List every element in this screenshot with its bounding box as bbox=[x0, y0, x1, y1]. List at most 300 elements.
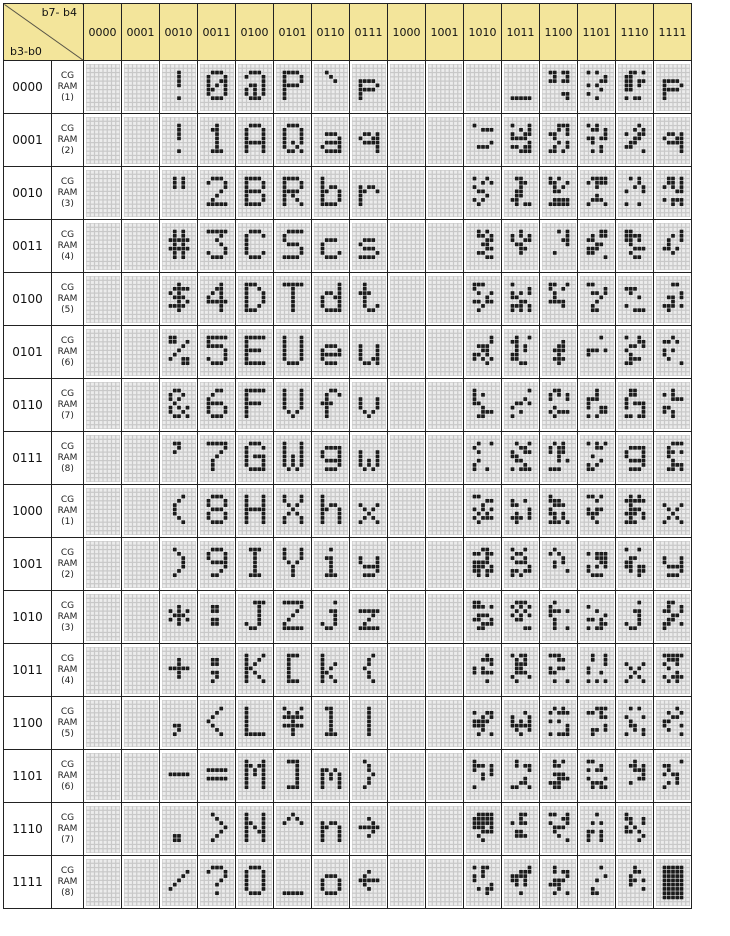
dot-matrix-glyph bbox=[542, 753, 576, 800]
dot-matrix-glyph bbox=[124, 594, 158, 641]
char-cell bbox=[160, 114, 198, 167]
dot-matrix-glyph bbox=[656, 594, 690, 641]
column-header: 1010 bbox=[464, 4, 502, 61]
dot-matrix-glyph bbox=[466, 541, 500, 588]
dot-matrix-glyph bbox=[656, 64, 690, 111]
char-cell bbox=[464, 644, 502, 697]
cgram-label-line: CG bbox=[52, 707, 83, 718]
dot-matrix-glyph bbox=[124, 806, 158, 853]
char-cell bbox=[464, 803, 502, 856]
char-cell bbox=[198, 432, 236, 485]
table-row bbox=[4, 432, 692, 485]
char-cell bbox=[350, 273, 388, 326]
dot-matrix-glyph bbox=[504, 117, 538, 164]
char-cell bbox=[578, 220, 616, 273]
dot-matrix-glyph bbox=[466, 806, 500, 853]
dot-matrix-glyph bbox=[542, 276, 576, 323]
char-cell bbox=[236, 114, 274, 167]
dot-matrix-glyph bbox=[428, 806, 462, 853]
char-cell bbox=[502, 432, 540, 485]
char-cell bbox=[502, 856, 540, 909]
dot-matrix-glyph bbox=[390, 117, 424, 164]
dot-matrix-glyph bbox=[580, 541, 614, 588]
char-cell bbox=[160, 803, 198, 856]
dot-matrix-glyph bbox=[162, 435, 196, 482]
dot-matrix-glyph bbox=[162, 223, 196, 270]
char-cell bbox=[654, 114, 692, 167]
char-cell bbox=[388, 697, 426, 750]
dot-matrix-glyph bbox=[238, 64, 272, 111]
cgram-label-line: RAM bbox=[52, 824, 83, 835]
dot-matrix-glyph bbox=[542, 435, 576, 482]
dot-matrix-glyph bbox=[656, 382, 690, 429]
row-code: 1010 bbox=[4, 591, 52, 644]
table-row bbox=[4, 856, 692, 909]
dot-matrix-glyph bbox=[390, 329, 424, 376]
char-cell bbox=[464, 114, 502, 167]
char-cell bbox=[84, 644, 122, 697]
dot-matrix-glyph bbox=[200, 806, 234, 853]
char-cell bbox=[388, 220, 426, 273]
dot-matrix-glyph bbox=[86, 859, 120, 906]
dot-matrix-glyph bbox=[124, 276, 158, 323]
dot-matrix-glyph bbox=[314, 170, 348, 217]
dot-matrix-glyph bbox=[314, 329, 348, 376]
dot-matrix-glyph bbox=[314, 64, 348, 111]
dot-matrix-glyph bbox=[466, 276, 500, 323]
dot-matrix-glyph bbox=[200, 488, 234, 535]
row-code: 0100 bbox=[4, 273, 52, 326]
cgram-label-line: CG bbox=[52, 442, 83, 453]
char-cell bbox=[198, 326, 236, 379]
dot-matrix-glyph bbox=[86, 806, 120, 853]
cgram-label-line: RAM bbox=[52, 400, 83, 411]
dot-matrix-glyph bbox=[390, 647, 424, 694]
row-code: 1101 bbox=[4, 750, 52, 803]
cgram-label-line: RAM bbox=[52, 241, 83, 252]
dot-matrix-glyph bbox=[466, 488, 500, 535]
char-cell bbox=[274, 61, 312, 114]
char-cell bbox=[236, 697, 274, 750]
dot-matrix-glyph bbox=[656, 329, 690, 376]
column-header: 1011 bbox=[502, 4, 540, 61]
dot-matrix-glyph bbox=[124, 64, 158, 111]
char-cell bbox=[274, 591, 312, 644]
char-cell bbox=[388, 114, 426, 167]
char-cell bbox=[540, 750, 578, 803]
char-cell bbox=[654, 644, 692, 697]
char-cell bbox=[502, 750, 540, 803]
dot-matrix-glyph bbox=[618, 276, 652, 323]
dot-matrix-glyph bbox=[86, 435, 120, 482]
char-cell bbox=[198, 591, 236, 644]
char-cell bbox=[388, 644, 426, 697]
dot-matrix-glyph bbox=[314, 117, 348, 164]
dot-matrix-glyph bbox=[238, 594, 272, 641]
row-code: 0011 bbox=[4, 220, 52, 273]
dot-matrix-glyph bbox=[428, 223, 462, 270]
dot-matrix-glyph bbox=[618, 594, 652, 641]
cgram-label bbox=[52, 591, 84, 644]
dot-matrix-glyph bbox=[580, 753, 614, 800]
table-row bbox=[4, 485, 692, 538]
dot-matrix-glyph bbox=[276, 700, 310, 747]
char-cell bbox=[388, 538, 426, 591]
dot-matrix-glyph bbox=[542, 223, 576, 270]
char-cell bbox=[464, 379, 502, 432]
char-cell bbox=[312, 379, 350, 432]
cgram-label-line: CG bbox=[52, 601, 83, 612]
char-cell bbox=[122, 591, 160, 644]
cgram-label-line: (8) bbox=[52, 888, 83, 899]
dot-matrix-glyph bbox=[618, 700, 652, 747]
char-cell bbox=[198, 644, 236, 697]
dot-matrix-glyph bbox=[466, 223, 500, 270]
char-cell bbox=[274, 485, 312, 538]
dot-matrix-glyph bbox=[238, 806, 272, 853]
dot-matrix-glyph bbox=[428, 382, 462, 429]
char-cell bbox=[236, 379, 274, 432]
cgram-label bbox=[52, 114, 84, 167]
dot-matrix-glyph bbox=[200, 647, 234, 694]
dot-matrix-glyph bbox=[352, 700, 386, 747]
char-cell bbox=[654, 326, 692, 379]
cgram-label-line: (3) bbox=[52, 623, 83, 634]
dot-matrix-glyph bbox=[428, 117, 462, 164]
row-code: 0010 bbox=[4, 167, 52, 220]
dot-matrix-glyph bbox=[86, 594, 120, 641]
dot-matrix-glyph bbox=[200, 170, 234, 217]
dot-matrix-glyph bbox=[276, 170, 310, 217]
char-cell bbox=[578, 167, 616, 220]
dot-matrix-glyph bbox=[86, 64, 120, 111]
dot-matrix-glyph bbox=[200, 223, 234, 270]
dot-matrix-glyph bbox=[352, 223, 386, 270]
dot-matrix-glyph bbox=[276, 541, 310, 588]
dot-matrix-glyph bbox=[86, 329, 120, 376]
dot-matrix-glyph bbox=[580, 64, 614, 111]
column-header: 1000 bbox=[388, 4, 426, 61]
dot-matrix-glyph bbox=[656, 170, 690, 217]
char-cell bbox=[654, 750, 692, 803]
table-row bbox=[4, 273, 692, 326]
dot-matrix-glyph bbox=[618, 223, 652, 270]
dot-matrix-glyph bbox=[656, 223, 690, 270]
dot-matrix-glyph bbox=[314, 806, 348, 853]
char-cell bbox=[578, 326, 616, 379]
cgram-label bbox=[52, 485, 84, 538]
dot-matrix-glyph bbox=[124, 859, 158, 906]
char-cell bbox=[84, 485, 122, 538]
table-row bbox=[4, 750, 692, 803]
dot-matrix-glyph bbox=[580, 806, 614, 853]
char-cell bbox=[312, 856, 350, 909]
row-code: 1100 bbox=[4, 697, 52, 750]
dot-matrix-glyph bbox=[504, 806, 538, 853]
char-cell bbox=[350, 644, 388, 697]
char-cell bbox=[426, 273, 464, 326]
char-cell bbox=[426, 167, 464, 220]
cgram-label-line: CG bbox=[52, 760, 83, 771]
char-cell bbox=[274, 167, 312, 220]
dot-matrix-glyph bbox=[618, 329, 652, 376]
char-cell bbox=[122, 220, 160, 273]
dot-matrix-glyph bbox=[352, 170, 386, 217]
dot-matrix-glyph bbox=[504, 170, 538, 217]
char-cell bbox=[388, 326, 426, 379]
char-cell bbox=[502, 538, 540, 591]
char-cell bbox=[198, 114, 236, 167]
dot-matrix-glyph bbox=[124, 541, 158, 588]
dot-matrix-glyph bbox=[466, 382, 500, 429]
dot-matrix-glyph bbox=[618, 435, 652, 482]
row-code: 0000 bbox=[4, 61, 52, 114]
dot-matrix-glyph bbox=[276, 753, 310, 800]
dot-matrix-glyph bbox=[390, 488, 424, 535]
dot-matrix-glyph bbox=[86, 276, 120, 323]
char-cell bbox=[160, 220, 198, 273]
dot-matrix-glyph bbox=[580, 435, 614, 482]
cgram-label-line: CG bbox=[52, 177, 83, 188]
dot-matrix-glyph bbox=[390, 806, 424, 853]
dot-matrix-glyph bbox=[200, 700, 234, 747]
dot-matrix-glyph bbox=[238, 117, 272, 164]
char-cell bbox=[198, 538, 236, 591]
char-cell bbox=[198, 803, 236, 856]
dot-matrix-glyph bbox=[276, 329, 310, 376]
char-cell bbox=[540, 856, 578, 909]
char-cell bbox=[502, 114, 540, 167]
dot-matrix-glyph bbox=[162, 170, 196, 217]
dot-matrix-glyph bbox=[428, 647, 462, 694]
cgram-label-line: RAM bbox=[52, 771, 83, 782]
dot-matrix-glyph bbox=[276, 859, 310, 906]
dot-matrix-glyph bbox=[504, 859, 538, 906]
char-cell bbox=[426, 697, 464, 750]
char-cell bbox=[578, 432, 616, 485]
char-cell bbox=[388, 856, 426, 909]
cgram-label-line: (5) bbox=[52, 729, 83, 740]
dot-matrix-glyph bbox=[162, 859, 196, 906]
row-code: 1110 bbox=[4, 803, 52, 856]
char-cell bbox=[464, 432, 502, 485]
char-cell bbox=[464, 220, 502, 273]
dot-matrix-glyph bbox=[580, 859, 614, 906]
dot-matrix-glyph bbox=[352, 806, 386, 853]
dot-matrix-glyph bbox=[352, 541, 386, 588]
dot-matrix-glyph bbox=[580, 170, 614, 217]
char-cell bbox=[616, 591, 654, 644]
dot-matrix-glyph bbox=[238, 276, 272, 323]
char-cell bbox=[388, 61, 426, 114]
char-cell bbox=[426, 803, 464, 856]
char-cell bbox=[84, 538, 122, 591]
dot-matrix-glyph bbox=[238, 435, 272, 482]
dot-matrix-glyph bbox=[466, 753, 500, 800]
dot-matrix-glyph bbox=[542, 806, 576, 853]
char-cell bbox=[312, 326, 350, 379]
char-cell bbox=[578, 644, 616, 697]
dot-matrix-glyph bbox=[580, 276, 614, 323]
cgram-label bbox=[52, 273, 84, 326]
table-row bbox=[4, 803, 692, 856]
dot-matrix-glyph bbox=[86, 170, 120, 217]
char-cell bbox=[350, 697, 388, 750]
char-cell bbox=[122, 273, 160, 326]
char-cell bbox=[122, 61, 160, 114]
dot-matrix-glyph bbox=[124, 170, 158, 217]
cgram-label-line: CG bbox=[52, 124, 83, 135]
dot-matrix-glyph bbox=[390, 700, 424, 747]
char-cell bbox=[464, 697, 502, 750]
char-cell bbox=[160, 856, 198, 909]
char-cell bbox=[654, 167, 692, 220]
cgram-label-line: (4) bbox=[52, 252, 83, 263]
dot-matrix-glyph bbox=[504, 753, 538, 800]
char-cell bbox=[464, 273, 502, 326]
cgram-label-line: RAM bbox=[52, 453, 83, 464]
char-cell bbox=[464, 167, 502, 220]
table-row bbox=[4, 697, 692, 750]
cgram-label bbox=[52, 220, 84, 273]
char-cell bbox=[388, 591, 426, 644]
char-cell bbox=[274, 750, 312, 803]
char-cell bbox=[236, 485, 274, 538]
dot-matrix-glyph bbox=[200, 594, 234, 641]
dot-matrix-glyph bbox=[162, 647, 196, 694]
cgram-label-line: (6) bbox=[52, 358, 83, 369]
dot-matrix-glyph bbox=[276, 382, 310, 429]
char-cell bbox=[540, 114, 578, 167]
dot-matrix-glyph bbox=[504, 223, 538, 270]
cgram-label-line: (6) bbox=[52, 782, 83, 793]
char-cell bbox=[84, 167, 122, 220]
char-cell bbox=[236, 856, 274, 909]
char-cell bbox=[578, 114, 616, 167]
char-cell bbox=[464, 750, 502, 803]
char-cell bbox=[160, 697, 198, 750]
column-header: 1101 bbox=[578, 4, 616, 61]
char-cell bbox=[198, 167, 236, 220]
char-cell bbox=[350, 220, 388, 273]
dot-matrix-glyph bbox=[656, 488, 690, 535]
dot-matrix-glyph bbox=[276, 276, 310, 323]
dot-matrix-glyph bbox=[200, 276, 234, 323]
char-cell bbox=[236, 61, 274, 114]
dot-matrix-glyph bbox=[580, 647, 614, 694]
cgram-label-line: (5) bbox=[52, 305, 83, 316]
corner-high-label: b7- b4 bbox=[42, 6, 77, 19]
char-cell bbox=[616, 379, 654, 432]
dot-matrix-glyph bbox=[618, 859, 652, 906]
char-cell bbox=[350, 432, 388, 485]
dot-matrix-glyph bbox=[656, 276, 690, 323]
dot-matrix-glyph bbox=[314, 594, 348, 641]
dot-matrix-glyph bbox=[86, 647, 120, 694]
cgram-label bbox=[52, 379, 84, 432]
char-cell bbox=[160, 273, 198, 326]
char-cell bbox=[654, 379, 692, 432]
char-cell bbox=[236, 326, 274, 379]
cgram-label-line: CG bbox=[52, 389, 83, 400]
dot-matrix-glyph bbox=[656, 700, 690, 747]
char-cell bbox=[502, 379, 540, 432]
dot-matrix-glyph bbox=[428, 276, 462, 323]
dot-matrix-glyph bbox=[466, 435, 500, 482]
cgram-label-line: RAM bbox=[52, 877, 83, 888]
cgram-label-line: CG bbox=[52, 71, 83, 82]
char-cell bbox=[350, 326, 388, 379]
char-cell bbox=[502, 803, 540, 856]
char-cell bbox=[502, 644, 540, 697]
char-cell bbox=[198, 856, 236, 909]
char-cell bbox=[198, 273, 236, 326]
cgram-label-line: (7) bbox=[52, 835, 83, 846]
char-cell bbox=[426, 379, 464, 432]
dot-matrix-glyph bbox=[618, 488, 652, 535]
char-cell bbox=[654, 61, 692, 114]
char-cell bbox=[312, 220, 350, 273]
dot-matrix-glyph bbox=[504, 64, 538, 111]
column-header: 0110 bbox=[312, 4, 350, 61]
char-cell bbox=[502, 485, 540, 538]
column-header: 0101 bbox=[274, 4, 312, 61]
char-cell bbox=[236, 273, 274, 326]
dot-matrix-glyph bbox=[656, 806, 690, 853]
dot-matrix-glyph bbox=[352, 64, 386, 111]
char-cell bbox=[274, 644, 312, 697]
dot-matrix-glyph bbox=[428, 859, 462, 906]
dot-matrix-glyph bbox=[124, 700, 158, 747]
char-cell bbox=[654, 697, 692, 750]
dot-matrix-glyph bbox=[466, 64, 500, 111]
char-cell bbox=[654, 803, 692, 856]
dot-matrix-glyph bbox=[428, 700, 462, 747]
char-cell bbox=[160, 61, 198, 114]
dot-matrix-glyph bbox=[504, 488, 538, 535]
char-cell bbox=[122, 803, 160, 856]
dot-matrix-glyph bbox=[656, 647, 690, 694]
char-cell bbox=[312, 485, 350, 538]
dot-matrix-glyph bbox=[314, 382, 348, 429]
dot-matrix-glyph bbox=[428, 594, 462, 641]
dot-matrix-glyph bbox=[466, 117, 500, 164]
dot-matrix-glyph bbox=[124, 753, 158, 800]
dot-matrix-glyph bbox=[542, 647, 576, 694]
cgram-label-line: CG bbox=[52, 654, 83, 665]
char-cell bbox=[540, 591, 578, 644]
dot-matrix-glyph bbox=[200, 382, 234, 429]
column-header: 0011 bbox=[198, 4, 236, 61]
char-cell bbox=[578, 856, 616, 909]
char-cell bbox=[578, 273, 616, 326]
table-row bbox=[4, 644, 692, 697]
char-cell bbox=[122, 538, 160, 591]
char-cell bbox=[84, 856, 122, 909]
char-cell bbox=[616, 750, 654, 803]
char-cell bbox=[464, 538, 502, 591]
dot-matrix-glyph bbox=[238, 170, 272, 217]
char-cell bbox=[616, 856, 654, 909]
dot-matrix-glyph bbox=[86, 753, 120, 800]
char-cell bbox=[350, 485, 388, 538]
dot-matrix-glyph bbox=[162, 276, 196, 323]
dot-matrix-glyph bbox=[352, 329, 386, 376]
char-cell bbox=[160, 167, 198, 220]
row-code: 1000 bbox=[4, 485, 52, 538]
column-header: 1111 bbox=[654, 4, 692, 61]
dot-matrix-glyph bbox=[352, 647, 386, 694]
